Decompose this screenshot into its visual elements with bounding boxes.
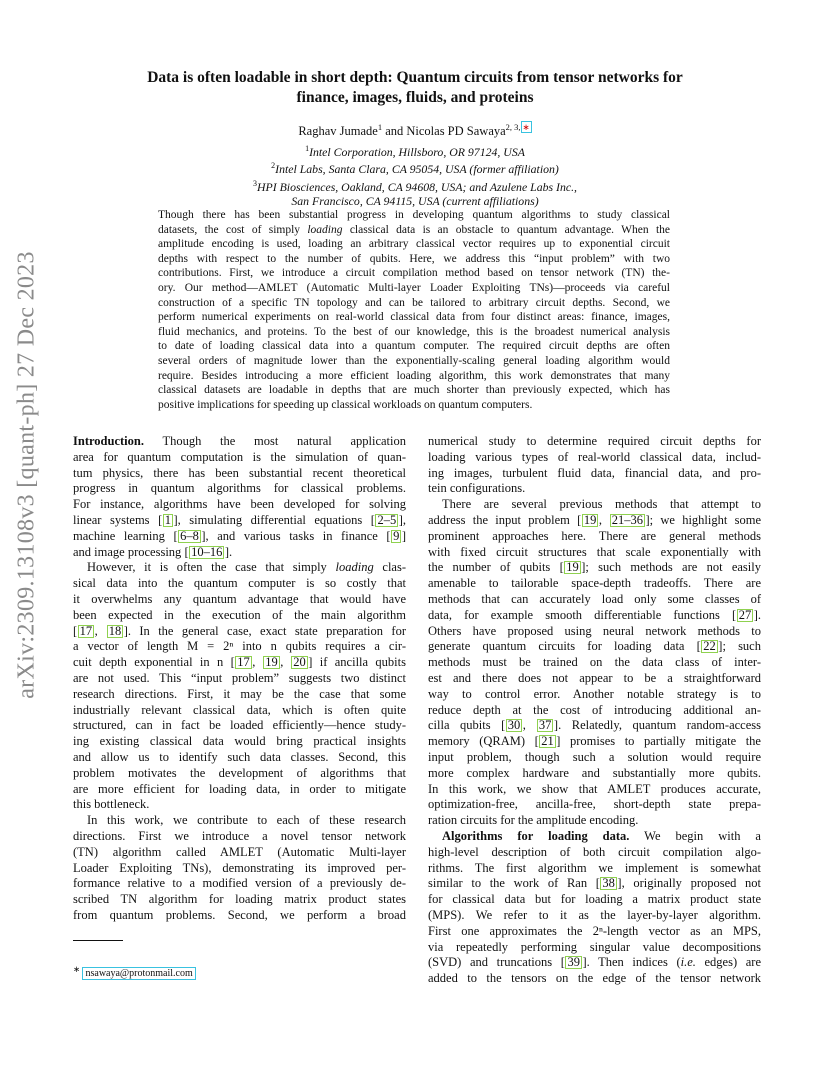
citation-link[interactable]: 18 xyxy=(108,623,122,638)
abstract-line: classical datasets are loadable in depths that are much shorter than previously expected, which has xyxy=(158,384,670,397)
section-heading: Algorithms for loading data. xyxy=(442,828,630,843)
right-column-line: rithms. The first algorithm we implement is somewhat xyxy=(428,860,761,875)
citation-link[interactable]: 37 xyxy=(538,718,552,733)
affiliation-list xyxy=(80,142,750,209)
citation-link[interactable]: 1 xyxy=(164,512,171,527)
author-2-affil: 2, 3, ∗ xyxy=(505,122,530,132)
right-column-line: added to the tensors on the edge of the tensor network xyxy=(428,971,761,986)
abstract-line: positive implications for speeding up classical workloads on quantum computers. xyxy=(158,398,533,411)
right-column-line: There are several previous methods that attempt to xyxy=(442,497,761,512)
left-column-line: progress in quantum algorithms for classical problems. xyxy=(73,481,406,496)
citation-link[interactable]: 2–5 xyxy=(377,512,397,527)
left-column-line: it overwhelms any quantum advantage that would have xyxy=(73,591,406,606)
left-column-line: machine learning [ 6–8 ], and various tasks in finance [ 9 ] xyxy=(73,528,406,543)
section-heading: Introduction. xyxy=(73,434,144,448)
citation-link[interactable]: 19 xyxy=(566,560,579,575)
author-1-affil: 1 xyxy=(377,122,383,132)
right-text-column xyxy=(428,434,761,987)
right-column-line: (SVD) and truncations [ 39 ]. Then indices (i.e. edges) are xyxy=(428,955,761,970)
left-column-line: been expected in the execution of the main algorithm xyxy=(73,607,406,622)
left-column-line: In this work, we contribute to each of these research xyxy=(87,813,406,828)
right-column-line: numerical study to determine required circuit depths for xyxy=(428,434,761,448)
right-column-line: with fixed circuit structures that scale exponentially with xyxy=(428,544,761,559)
left-column-line: However, it is often the case that simply loading clas- xyxy=(87,560,406,575)
left-column-line: For instance, algorithms have been developed for solving xyxy=(73,497,406,512)
abstract xyxy=(158,208,670,412)
left-column-line: ing existing classical data would bring practical insights xyxy=(73,734,406,749)
affiliation-line xyxy=(80,159,750,176)
citation-link[interactable]: 6–8 xyxy=(180,528,199,543)
right-column-line: optimization-free, ancilla-free, short-depth state prepa- xyxy=(428,797,761,812)
citation-link[interactable]: 21 xyxy=(541,734,554,749)
left-column-line: structured, can in fact be loaded efficiently—hence study- xyxy=(73,718,406,733)
abstract-line: several orders of magnitude lower than the exponentially-scaling general loading algorithm would xyxy=(158,354,670,367)
left-column-line: this bottleneck. xyxy=(73,797,150,812)
affiliation-number: 1 xyxy=(305,144,310,153)
left-column-line: are more efficient for loading data, in order to mitigate xyxy=(73,781,406,796)
abstract-line: perform numerical experiments on real-world classical data from four distinct areas: finance, images, xyxy=(158,311,670,324)
title-line-2: finance, images, fluids, and proteins xyxy=(296,89,534,106)
citation-link[interactable]: 22 xyxy=(703,639,716,654)
abstract-line: datasets, the cost of simply loading classical data is an obstacle to quantum advantage. When the xyxy=(158,223,670,236)
left-text-column xyxy=(73,434,406,924)
abstract-line: to date of loading classical data into a quantum computer. The required circuit depths are often xyxy=(158,340,670,353)
right-column-line: data, for example smooth differentiable functions [ 27 ]. xyxy=(428,607,761,622)
right-column-line: First one approximates the 2ⁿ-length vector as an MPS, xyxy=(428,923,761,938)
paper-title xyxy=(80,68,750,108)
title-line-1: Data is often loadable in short depth: Quantum circuits from tensor networks for xyxy=(147,69,683,86)
abstract-line: Though there has been substantial progress in developing quantum algorithms to study classical xyxy=(158,209,670,221)
footnote xyxy=(73,964,196,979)
arxiv-identifier-stamp xyxy=(12,251,42,699)
right-column-line: (MPS). We refer to it as the layer-by-layer algorithm. xyxy=(428,907,761,922)
arxiv-id-text: arXiv:2309.13108v3 [quant-ph] 27 Dec 2023 xyxy=(13,251,40,699)
citation-link[interactable]: 38 xyxy=(602,876,615,891)
author-2: and Nicolas PD Sawaya xyxy=(382,124,506,139)
right-column-line: est and there does not appear to be a straightforward xyxy=(428,670,761,685)
right-column-line: reduce depth at the cost of introducing additional an- xyxy=(428,702,761,717)
left-column-line: area for quantum computation is the simulation of quan- xyxy=(73,449,406,464)
left-column-line: and image processing [ 10–16 ]. xyxy=(73,544,233,559)
left-column-line: are not used. This “input problem” suggests two distinct xyxy=(73,670,406,685)
right-column-line: prominent approaches here. There are general methods xyxy=(428,528,761,543)
affiliation-text: San Francisco, CA 94115, USA (current affiliations) xyxy=(291,194,539,209)
citation-link[interactable]: 17 xyxy=(79,623,93,638)
abstract-line: require. Besides introducing a more efficient loading algorithm, this work demonstrates that many xyxy=(158,369,670,382)
left-column-line: directions. First we introduce a novel tensor network xyxy=(73,828,406,843)
citation-link[interactable]: 21–36 xyxy=(611,512,643,527)
email-link[interactable]: nsawaya@protonmail.com xyxy=(82,967,195,980)
right-column-line: methods must be trained on the data class of inter- xyxy=(428,655,761,670)
right-column-line: the number of qubits [ 19 ]; such methods are not easily xyxy=(428,560,761,575)
right-column-line: via repeatedly performing singular value decompositions xyxy=(428,939,761,954)
citation-link[interactable]: 19 xyxy=(265,655,278,670)
citation-link[interactable]: 17 xyxy=(237,655,250,670)
right-column-line: more complex hardware and substantially more qubits. xyxy=(428,765,761,780)
right-column-line: ration circuits for the amplitude encoding. xyxy=(428,813,639,828)
right-column-line: high-level description of both circuit compilation algo- xyxy=(428,844,761,859)
left-column-line: tum physics, there has been substantial recent theoretical xyxy=(73,465,406,480)
left-column-line: from quantum problems. Second, we perform a broad xyxy=(73,907,406,922)
left-column-line: scribed TN algorithm for loading matrix product states xyxy=(73,892,406,907)
right-column-line: way to control error. Another notable strategy is to xyxy=(428,686,761,701)
right-column-line: tein configurations. xyxy=(428,481,526,496)
affiliation-line xyxy=(80,194,750,209)
left-column-line: sical data into the quantum computer is so costly that xyxy=(73,576,406,591)
left-column-line: Introduction. Though the most natural application xyxy=(73,434,406,448)
corresponding-author-link[interactable]: ∗ xyxy=(522,122,530,132)
affiliation-number: 3 xyxy=(253,178,257,188)
abstract-line: ory. Our method—AMLET (Automatic Multi-layer Loader Exploiting TNs)—proceeds via careful xyxy=(158,281,670,294)
abstract-line: contributions. First, we introduce a circuit compilation method based on tensor network (TN) the- xyxy=(158,267,670,280)
affiliation-line xyxy=(80,142,750,159)
left-column-line: cuit depth exponential in n [ 17 , 19 , 20 ] if ancilla qubits xyxy=(73,655,406,670)
left-column-line: linear systems [ 1 ], simulating differential equations [ 2–5 ], xyxy=(73,512,407,527)
citation-link[interactable]: 27 xyxy=(738,607,752,622)
affiliation-line xyxy=(80,177,750,194)
right-column-line: loading various types of real-world classical data, includ- xyxy=(428,449,761,464)
right-column-line: cilla qubits [ 30 , 37 ]. Relatedly, quantum random-access xyxy=(428,718,761,733)
affiliation-text: HPI Biosciences, Oakland, CA 94608, USA; and Azulene Labs Inc., xyxy=(257,179,577,194)
left-column-line: and allow us to identify such data classes. Second, this xyxy=(73,749,406,764)
right-column-line: for classical data but for loading a matrix product state xyxy=(428,892,761,907)
abstract-line: amplitude encoding is used, loading an arbitrary classical vector requires up to exponential circuit xyxy=(158,238,670,251)
left-column-line: (TN) algorithm called AMLET (Automatic Multi-layer xyxy=(73,844,406,859)
citation-link[interactable]: 19 xyxy=(583,512,597,527)
affiliation-text: Intel Labs, Santa Clara, CA 95054, USA (former affiliation) xyxy=(275,162,559,177)
right-column-line: In this work, we show that AMLET produces accurate, xyxy=(428,781,761,796)
affiliation-text: Intel Corporation, Hillsboro, OR 97124, USA xyxy=(309,144,525,159)
footnote-mark: ∗ xyxy=(73,965,80,974)
right-column-line: Algorithms for loading data. We begin with a xyxy=(442,828,761,843)
right-column-line: memory (QRAM) [ 21 ] promises to partially mitigate the xyxy=(428,734,761,749)
left-column-line: research directions. First, it may be the case that some xyxy=(73,686,406,701)
right-column-line: input problem, though such a solution would require xyxy=(428,749,761,764)
footnote-rule xyxy=(73,940,123,941)
left-column-line: Loader Exploiting TNs), demonstrating its improved per- xyxy=(73,860,406,875)
affiliation-number: 2 xyxy=(271,161,276,171)
left-column-line: [ 17 , 18 ]. In the general case, exact state preparation for xyxy=(73,623,407,638)
left-column-line: problem motivates the development of algorithms that xyxy=(73,765,406,780)
right-column-line: address the input problem [ 19 , 21–36 ]; we highlight some xyxy=(428,512,761,527)
citation-link[interactable]: 30 xyxy=(507,718,521,733)
right-column-line: methods that can accurately load only some classes of xyxy=(428,591,761,606)
right-column-line: Others have proposed using neural network methods to xyxy=(428,623,761,638)
left-column-line: formance relative to a modified version of a previously de- xyxy=(73,876,406,891)
abstract-line: depths with respect to the number of qubits. Here, we address this “input problem” with two xyxy=(158,252,670,265)
citation-link[interactable]: 9 xyxy=(393,528,400,543)
citation-link[interactable]: 39 xyxy=(567,955,580,970)
citation-link[interactable]: 10–16 xyxy=(191,544,223,559)
abstract-line: construction of a specific TN topology and can be tailored to arbitrary circuit depths. Second, we xyxy=(158,296,670,309)
right-column-line: similar to the work of Ran [ 38 ], originally proposed not xyxy=(428,876,761,891)
right-column-line: amenable to tailorable space-depth tradeoffs. There are xyxy=(428,576,761,591)
left-column-line: industrially relevant classical data, which is often quite xyxy=(73,702,406,717)
citation-link[interactable]: 20 xyxy=(293,655,306,670)
author-list xyxy=(80,122,750,139)
abstract-line: fluid mechanics, and proteins. To the best of our knowledge, this is the broadest numerical analysis xyxy=(158,325,670,338)
author-1: Raghav Jumade xyxy=(298,124,378,139)
right-column-line: generate quantum circuits for loading data [ 22 ]; such xyxy=(428,639,761,654)
right-column-line: ing images, turbulent fluid data, financial data, and pro- xyxy=(428,465,761,480)
left-column-line: a vector of length M = 2ⁿ into n qubits requires a cir- xyxy=(73,639,406,654)
